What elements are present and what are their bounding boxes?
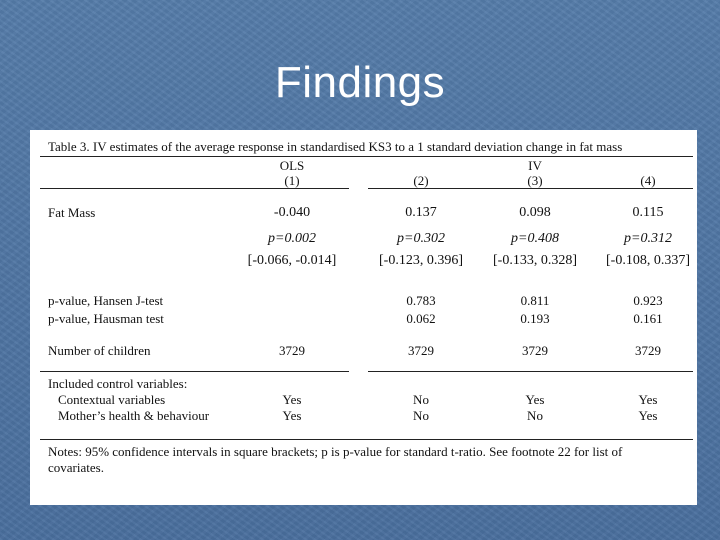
hausman-cell: 0.161 xyxy=(633,311,663,326)
contextual-label: Contextual variables xyxy=(58,392,166,407)
estimate-cell: 0.115 xyxy=(632,205,664,220)
contextual-cell: Yes xyxy=(525,392,545,407)
health-cell: Yes xyxy=(282,408,302,423)
regression-table xyxy=(30,130,697,505)
health-cell: Yes xyxy=(638,408,658,423)
pvalue-cell: p=0.002 xyxy=(268,231,316,246)
column-2-header: (2) xyxy=(413,173,429,188)
children-cell: 3729 xyxy=(408,343,434,358)
header-ols: OLS xyxy=(279,158,305,173)
contextual-cell: Yes xyxy=(282,392,302,407)
hansen-label: p-value, Hansen J-test xyxy=(48,293,164,308)
column-3-header: (3) xyxy=(527,173,543,188)
table-notes-continued: covariates. xyxy=(48,460,104,475)
column-4-header: (4) xyxy=(640,173,656,188)
children-cell: 3729 xyxy=(522,343,548,358)
children-cell: 3729 xyxy=(635,343,661,358)
controls-heading: Included control variables: xyxy=(48,376,188,391)
rule-header xyxy=(40,188,349,189)
rule-mid xyxy=(40,371,349,372)
hausman-cell: 0.062 xyxy=(406,311,436,326)
fat-mass-label: Fat Mass xyxy=(48,205,96,220)
children-cell: 3729 xyxy=(279,343,305,358)
table-notes: Notes: 95% confidence intervals in square brackets; p is p-value for standard t-ratio. See footnote 22 for list of xyxy=(48,444,623,459)
pvalue-cell: p=0.302 xyxy=(397,231,445,246)
interval-cell: [-0.123, 0.396] xyxy=(379,253,463,268)
estimate-cell: 0.098 xyxy=(519,205,551,220)
hansen-cell: 0.783 xyxy=(406,293,436,308)
table-caption: Table 3. IV estimates of the average response in standardised KS3 to a 1 standard deviation change in fat mass xyxy=(48,139,623,154)
contextual-cell: No xyxy=(413,392,429,407)
slide-title: Findings xyxy=(274,58,446,107)
health-cell: No xyxy=(527,408,543,423)
interval-cell: [-0.133, 0.328] xyxy=(493,253,577,268)
health-cell: No xyxy=(413,408,429,423)
pvalue-cell: p=0.408 xyxy=(511,231,559,246)
interval-cell: [-0.108, 0.337] xyxy=(606,253,690,268)
health-label: Mother’s health & behaviour xyxy=(58,408,210,423)
contextual-cell: Yes xyxy=(638,392,658,407)
column-1-header: (1) xyxy=(284,173,300,188)
header-iv: IV xyxy=(528,158,542,173)
rule-mid xyxy=(368,371,693,372)
pvalue-cell: p=0.312 xyxy=(624,231,672,246)
estimate-cell: -0.040 xyxy=(273,205,311,220)
hansen-cell: 0.923 xyxy=(633,293,663,308)
rule-header xyxy=(368,188,693,189)
hausman-label: p-value, Hausman test xyxy=(48,311,164,326)
interval-cell: [-0.066, -0.014] xyxy=(247,253,337,268)
hausman-cell: 0.193 xyxy=(520,311,550,326)
hansen-cell: 0.811 xyxy=(520,293,550,308)
rule-top xyxy=(40,156,693,157)
rule-bottom xyxy=(40,439,693,440)
estimate-cell: 0.137 xyxy=(405,205,437,220)
children-label: Number of children xyxy=(48,343,151,358)
